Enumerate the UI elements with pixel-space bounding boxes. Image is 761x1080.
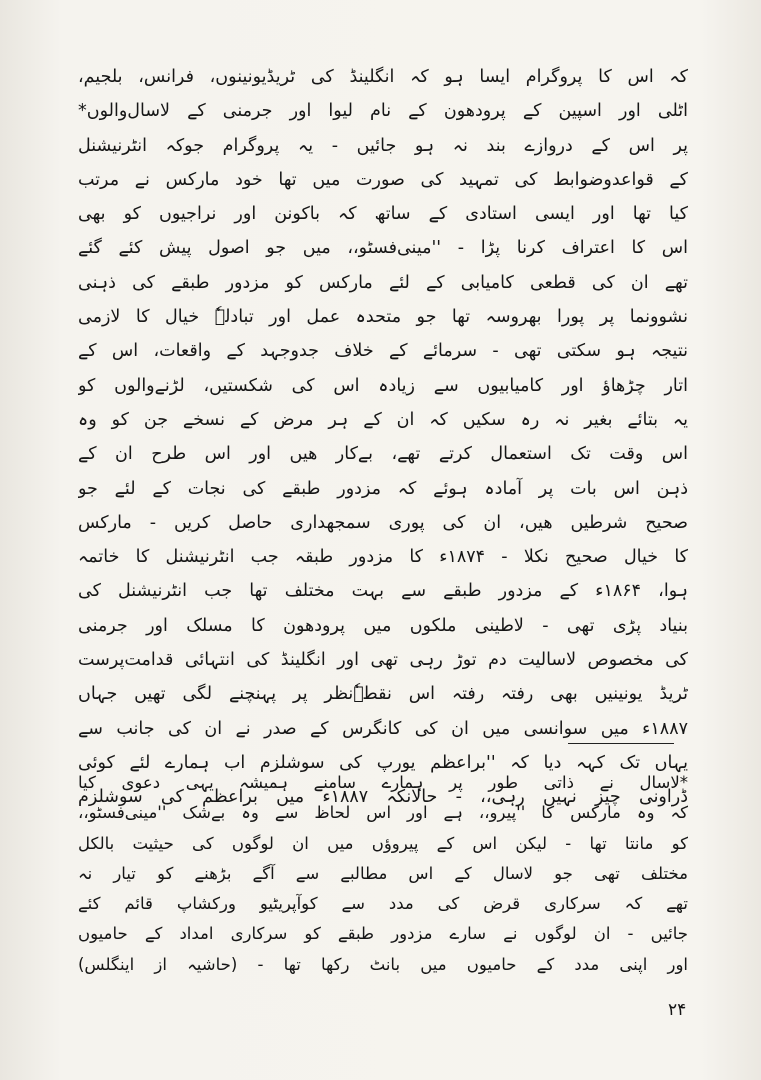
text-line: نشوونما پر پورا بھروسہ تھا جو متحدہ عمل اور تبادلہٗ خیال کا لازمی [78,307,688,328]
text-line: کیا تھا اور ایسی استادی کے ساتھ کہ باکونن اور نراجیوں کو بھی [78,204,688,225]
text-line: ڈراونی چیز نہیں رہی،، - حالانکہ ۱۸۸۷ء میں براعظم کی سوشلزم [78,787,688,808]
text-line: اٹلی اور اسپین کے پرودھون کے نام لیوا اور جرمنی کے لاسال‌والوں* [78,101,688,122]
text-line: ذہن اس بات پر آمادہ ہوئے کہ مزدور طبقے کی نجات کے لئے جو [78,478,688,499]
footnote [78,768,688,980]
text-line: پر اس کے دروازے بند نہ ہو جائیں - یہ پروگرام جوکہ انٹرنیشنل [78,135,688,156]
main-text [78,60,688,815]
text-line: یہ بتائے بغیر نہ رہ سکیں کہ ان کے ہر مرض کے نسخے جن کو وہ [78,409,688,430]
footnote-line: اور اپنی مدد کے حامیوں میں بانٹ رکھا تھا - (حاشیہ از اینگلس) [78,954,688,974]
text-line: بنیاد پڑی تھی - لاطینی ملکوں میں پرودھون کا مسلک اور جرمنی [78,615,688,636]
text-line: کہ اس کا پروگرام ایسا ہو کہ انگلینڈ کی ٹریڈیونینوں، فرانس، بلجیم، [78,67,688,87]
footnote-divider [568,743,674,744]
footnote-line: *لاسال نے ذاتی طور پر ہمارے سامنے ہمیشہ یہی دعوی کیا [78,773,688,792]
text-line: کی مخصوص لاسالیت دم توڑ رہی تھی اور انگلینڈ کی انتہائی قدامت‌پرست [78,650,688,671]
footnote-line: مختلف تھی جو لاسال کے اس مطالبے سے آگے بڑھنے کو تیار نہ [78,863,688,883]
text-line: صحیح شرطیں ھیں، ان کی پوری سمجھداری حاصل کریں - مارکس [78,512,688,533]
text-line: اس کا اعتراف کرنا پڑا - ''مینی‌فسٹو،، میں جو اصول پیش کئے گئے [78,238,688,259]
text-line: اتار چڑھاؤ اور کامیابیوں سے زیادہ اس کی شکستیں، لڑنےوالوں کو [78,375,688,396]
text-line: ۱۸۸۷ء میں سوانسی میں ان کی کانگرس کے صدر نے ان کی جانب سے [78,718,688,739]
text-line: یہاں تک کہہ دیا کہ ''براعظم یورپ کی سوشلزم اب ہمارے لئے کوئی [78,752,688,773]
footnote-line: کہ وہ مارکس کا ''پیرو،، ہے اور اس لحاظ سے وہ بےشک ''مینی‌فسٹو،، [78,803,688,823]
page-number: ۲۴ [668,1000,687,1020]
footnote-line: جائیں - ان لوگوں نے سارے مزدور طبقے کو سرکاری امداد کے حامیوں [78,924,688,944]
footnote-line: تھے کہ سرکاری قرض کی مدد سے کوآپریٹیو ورکشاپ قائم کئے [78,894,688,914]
text-line: ٹریڈ یونینیں بھی رفتہ رفتہ اس نقطہٗ‌نظر پر پہنچنے لگی تھیں جہاں [78,684,688,705]
text-line: اس وقت تک استعمال کرتے تھے، بےکار ھیں اور اس طرح ان کے [78,444,688,465]
text-line: نتیجہ ہو سکتی تھی - سرمائے کے خلاف جدوجہد کے واقعات، اس کے [78,341,688,362]
text-line: تھے ان کی قطعی کامیابی کے لئے مارکس کو مزدور طبقے کی ذہنی [78,272,688,293]
text-line: ہوا، ۱۸۶۴ء کے مزدور طبقے سے بہت مختلف تھا جب انٹرنیشنل کی [78,581,688,602]
text-line: کے قواعدوضوابط کی تمہید کی صورت میں تھا خود مارکس نے مرتب [78,169,688,190]
footnote-line: کو مانتا تھا - لیکن اس کے پیروؤں میں ان لوگوں کی حیثیت بالکل [78,833,688,853]
text-line: کا خیال صحیح نکلا - ۱۸۷۴ء کا مزدور طبقہ جب انٹرنیشنل کا خاتمہ [78,547,688,568]
